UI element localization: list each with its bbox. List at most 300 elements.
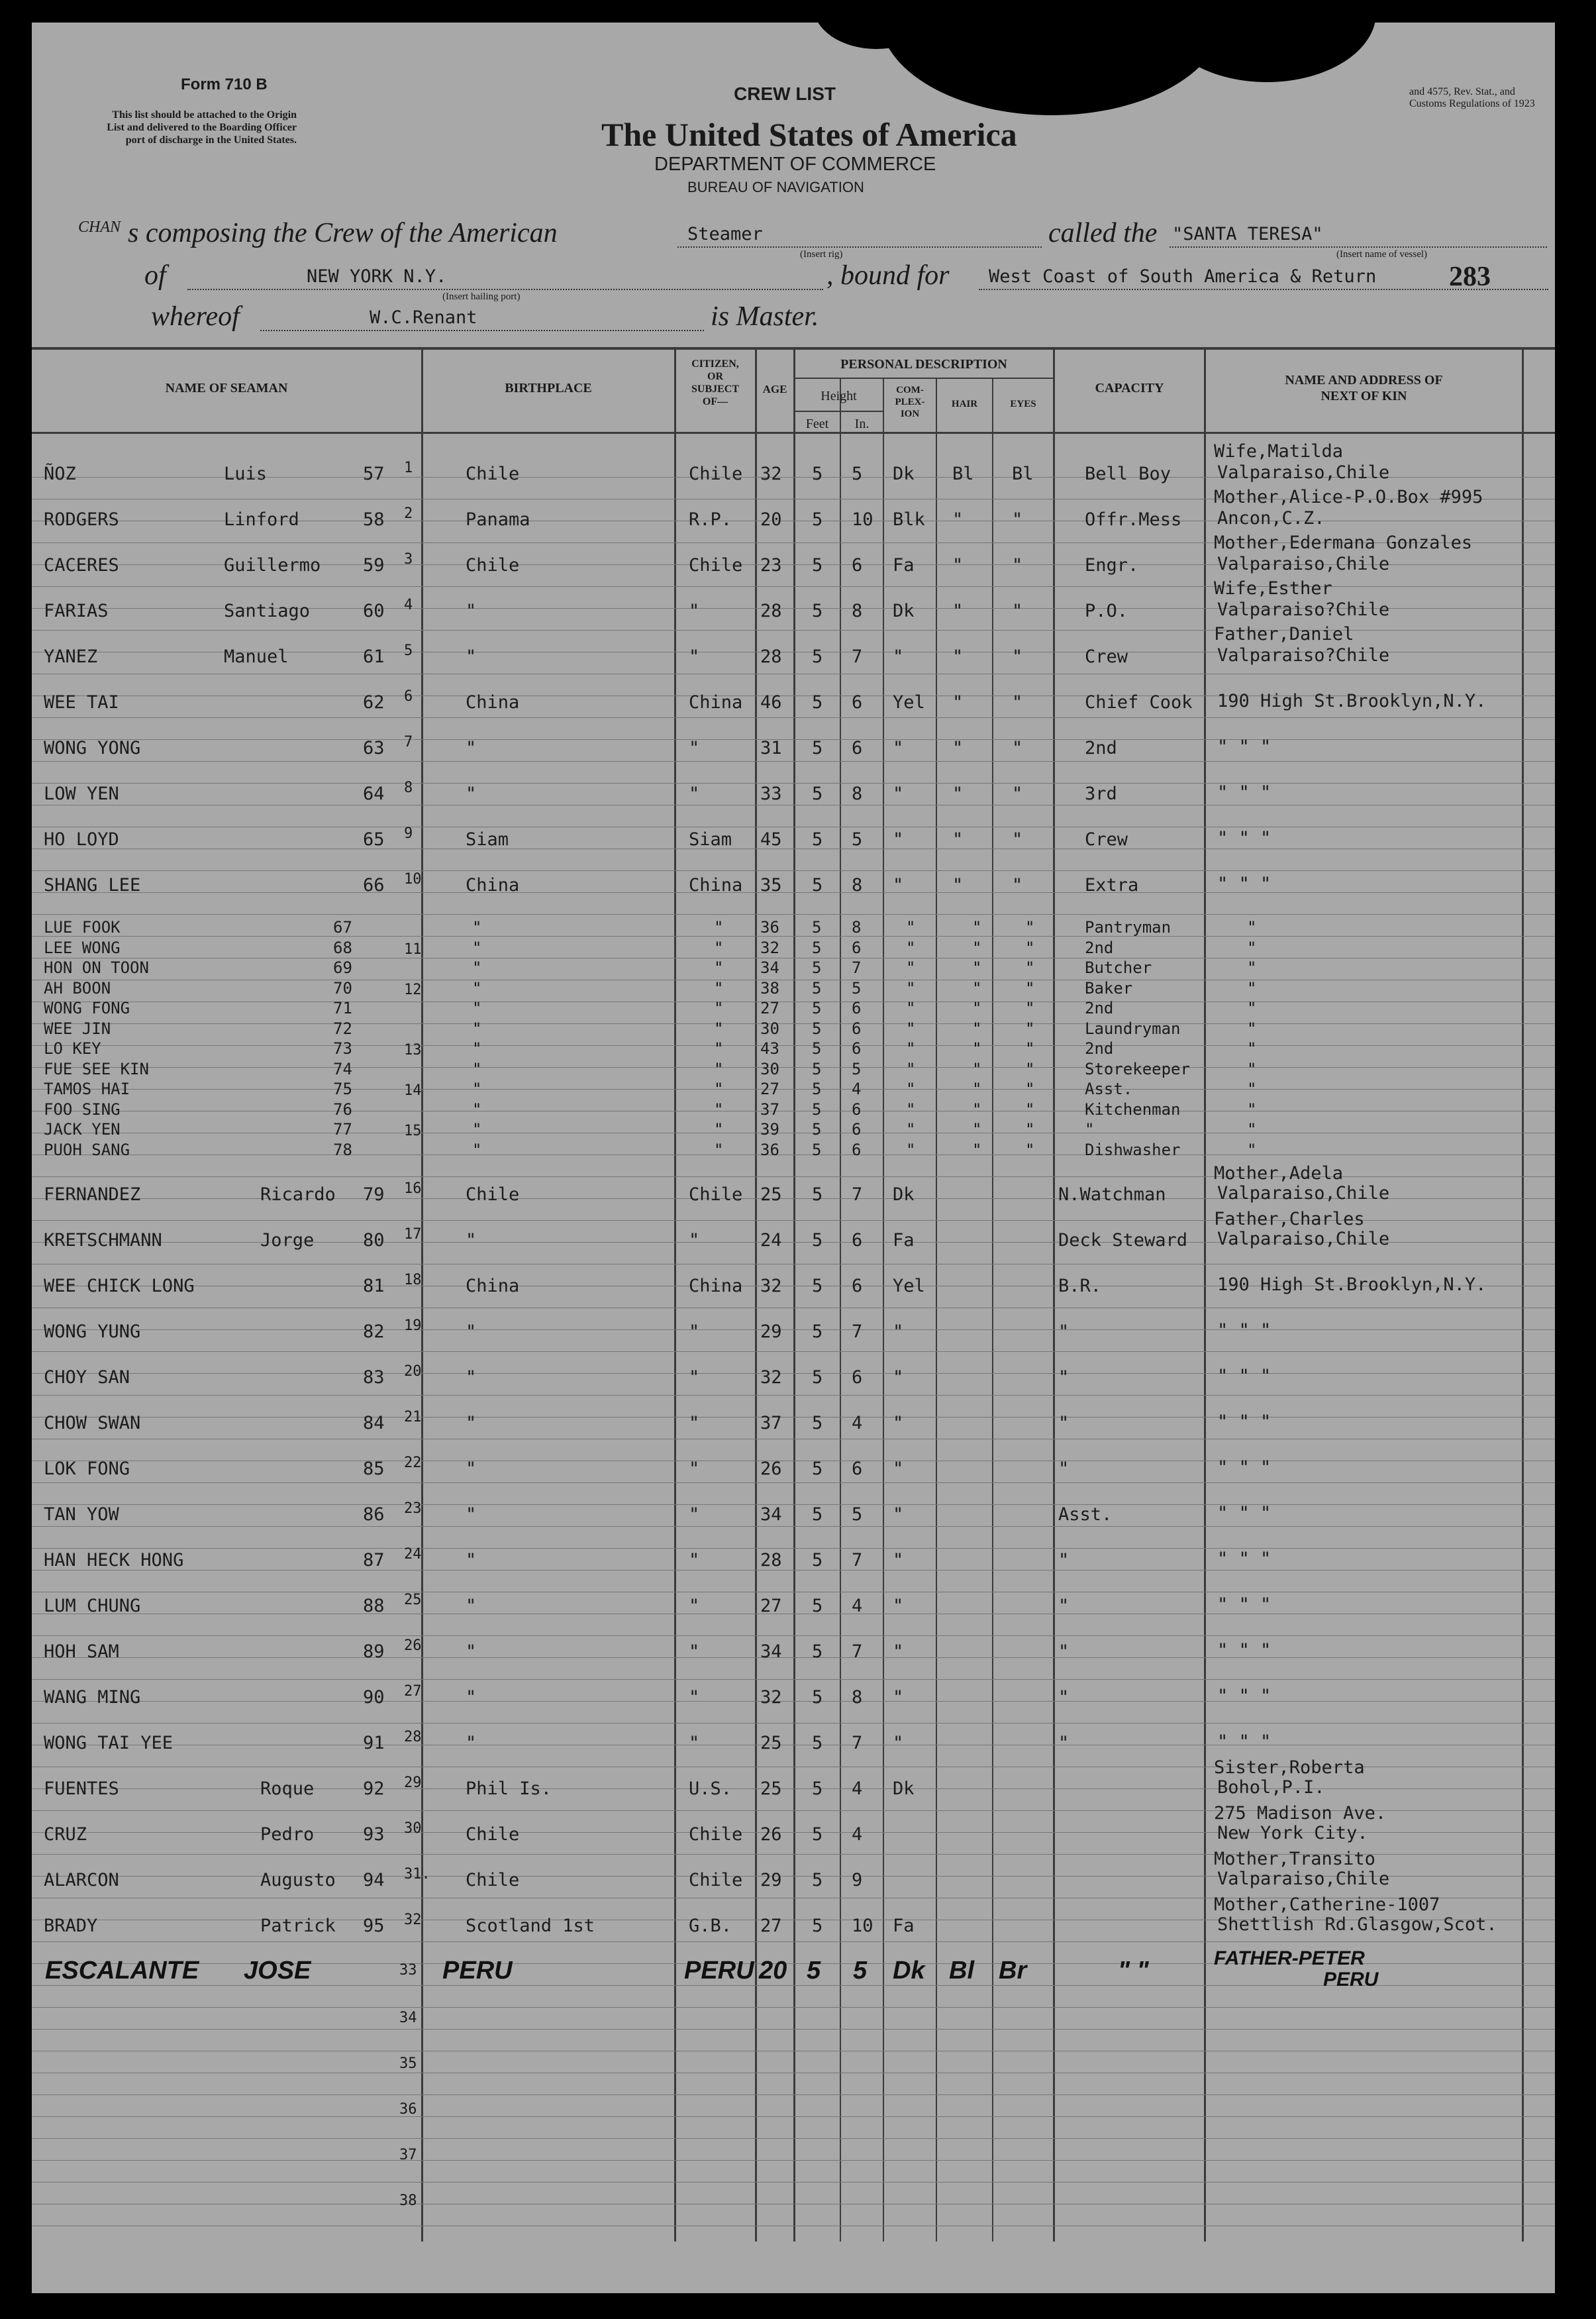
complexion: " <box>906 918 916 937</box>
given-name: JOSE <box>244 1957 311 1984</box>
seq-number: 83 <box>363 1367 385 1388</box>
age: 29 <box>760 1321 782 1342</box>
line-number: 8 <box>404 780 413 796</box>
surname: CHOY SAN <box>44 1367 130 1388</box>
whereof-label: whereof <box>151 301 240 332</box>
height-feet: 5 <box>812 1687 823 1708</box>
kin-address: Valparaiso,Chile <box>1217 1183 1390 1204</box>
table-row <box>32 1709 1555 1753</box>
complexion: " <box>906 1059 916 1078</box>
age: 38 <box>760 978 779 998</box>
surname: WEE JIN <box>44 1019 111 1038</box>
table-row <box>32 1298 1555 1341</box>
complexion: " <box>893 1321 904 1342</box>
eyes: Bl <box>1012 464 1034 484</box>
rig-line <box>677 246 1042 248</box>
birthplace: Chile <box>466 1824 520 1845</box>
seq-number: 59 <box>363 555 385 576</box>
hair: " <box>972 1039 982 1058</box>
height-feet: 5 <box>812 692 823 713</box>
ruled-line <box>32 914 1555 915</box>
table-row <box>32 1389 1555 1433</box>
seq-number: 57 <box>363 464 385 484</box>
hair: " <box>972 1100 982 1119</box>
hair: " <box>972 1019 982 1038</box>
age: 33 <box>760 784 782 804</box>
citizenship: Chile <box>689 1184 743 1205</box>
line-number: 25 <box>404 1592 422 1608</box>
kin-address: " " " <box>1217 828 1272 849</box>
complexion: " <box>906 999 916 1017</box>
age: 25 <box>760 1184 782 1205</box>
age: 46 <box>760 692 782 713</box>
kin-ditto: " <box>1247 1039 1257 1058</box>
age: 32 <box>760 1276 782 1296</box>
height-feet: 5 <box>812 1100 822 1119</box>
kin-address: Shettlish Rd.Glasgow,Scot. <box>1217 1914 1497 1935</box>
line-number: 16 <box>404 1180 422 1197</box>
crew-list-document <box>32 23 1555 2293</box>
kin-ditto: " <box>1247 1080 1257 1098</box>
capacity: Offr.Mess <box>1085 509 1182 530</box>
hair: " <box>972 1120 982 1139</box>
height-feet: 5 <box>812 738 823 758</box>
height-feet: 5 <box>812 1550 823 1571</box>
birthplace: " <box>466 601 477 621</box>
surname: WEE CHICK LONG <box>44 1276 195 1296</box>
table-row <box>32 799 1555 850</box>
height-feet: 5 <box>812 1733 823 1753</box>
height-feet: 5 <box>812 1641 823 1662</box>
kin-address: " " " <box>1217 782 1272 803</box>
complexion: " <box>906 978 916 998</box>
age: 43 <box>760 1039 779 1058</box>
list-title: CREW LIST <box>734 83 836 104</box>
kin-address: Valparaiso?Chile <box>1217 599 1390 620</box>
kin-address: " " " <box>1217 874 1272 894</box>
height-feet: 5 <box>812 875 823 896</box>
birthplace: " <box>472 1100 482 1119</box>
birthplace: " <box>472 978 482 998</box>
citizenship: Chile <box>689 555 743 576</box>
given-name: Luis <box>224 464 268 484</box>
citizenship: " <box>689 1367 700 1388</box>
complexion: " <box>893 1733 904 1753</box>
surname: LOW YEN <box>44 784 119 804</box>
surname: LOK FONG <box>44 1459 130 1479</box>
line1-prefix: s composing the Crew of the American <box>128 218 558 248</box>
height-inches: 7 <box>852 958 862 977</box>
complexion: " <box>906 1019 916 1038</box>
height-feet: 5 <box>812 1413 823 1433</box>
birthplace: " <box>472 1140 482 1159</box>
table-row <box>32 999 1555 1019</box>
complexion: Fa <box>893 1230 915 1251</box>
hair: " <box>952 829 964 850</box>
table-row <box>32 1039 1555 1059</box>
surname: HOH SAM <box>44 1641 119 1662</box>
seq-number: 70 <box>333 978 352 998</box>
capacity: Kitchenman <box>1085 1100 1181 1119</box>
citizenship: China <box>689 1276 743 1296</box>
height-inches: 8 <box>852 875 863 896</box>
table-row <box>32 1618 1555 1661</box>
height-inches: 4 <box>852 1596 863 1616</box>
age: 26 <box>760 1824 782 1845</box>
kin-name: Mother,Edermana Gonzales <box>1214 533 1473 553</box>
age: 27 <box>760 1080 779 1098</box>
height-inches: 6 <box>852 555 863 576</box>
table-row <box>32 1526 1555 1570</box>
citizenship: " <box>714 999 724 1017</box>
capacity: Crew <box>1085 646 1128 667</box>
capacity: Butcher <box>1085 958 1152 977</box>
surname: SHANG LEE <box>44 875 141 896</box>
table-row <box>32 616 1555 667</box>
kin-address: PERU <box>1323 1969 1379 1990</box>
header-eyes: EYES <box>1010 399 1036 409</box>
eyes: " <box>1025 1120 1035 1139</box>
citizenship: " <box>689 1459 700 1479</box>
age: 30 <box>760 1059 779 1078</box>
line-number: 31. <box>404 1866 430 1882</box>
eyes: " <box>1025 918 1035 937</box>
capacity: Pantryman <box>1085 918 1172 937</box>
citizenship: " <box>689 1687 700 1708</box>
hair: " <box>952 692 964 713</box>
birthplace: China <box>466 692 520 713</box>
kin-name: Sister,Roberta <box>1214 1757 1365 1778</box>
capacity: 2nd <box>1085 999 1114 1017</box>
capacity: B.R. <box>1058 1276 1102 1296</box>
eyes: " <box>1012 784 1023 804</box>
surname: CRUZ <box>44 1824 87 1845</box>
age: 29 <box>760 1870 782 1890</box>
table-row <box>32 1800 1555 1844</box>
age: 36 <box>760 918 779 937</box>
kin-name: Mother,Catherine-1007 <box>1214 1894 1440 1915</box>
hair: " <box>972 1140 982 1159</box>
seq-number: 85 <box>363 1459 385 1479</box>
age: 20 <box>760 509 782 530</box>
vessel-line <box>1170 246 1547 248</box>
seq-number: 71 <box>333 999 352 1017</box>
complexion: Dk <box>893 464 915 484</box>
seq-number: 61 <box>363 646 385 667</box>
seq-number: 58 <box>363 509 385 530</box>
master-name: W.C.Renant <box>370 307 477 328</box>
master-line <box>260 330 704 331</box>
table-row <box>32 1480 1555 1524</box>
birthplace: Siam <box>466 829 509 850</box>
capacity: Dishwasher <box>1085 1140 1181 1159</box>
ruled-line <box>32 2094 1555 2095</box>
kin-address: " " " <box>1217 1366 1272 1386</box>
kin-address: " " " <box>1217 1594 1272 1615</box>
line-number: 30 <box>404 1820 422 1837</box>
age: 32 <box>760 1687 782 1708</box>
hair: " <box>972 938 982 957</box>
surname: HAN HECK HONG <box>44 1550 184 1571</box>
capacity: " <box>1058 1321 1070 1342</box>
birthplace: " <box>466 1367 477 1388</box>
citizenship: " <box>689 1550 700 1571</box>
form-number: Form 710 B <box>181 76 268 93</box>
complexion: " <box>893 875 904 896</box>
age: 28 <box>760 601 782 621</box>
eyes: " <box>1025 938 1035 957</box>
kin-name: Wife,Esther <box>1214 578 1332 599</box>
kin-name: Wife,Matilda <box>1214 441 1344 462</box>
table-row <box>32 979 1555 999</box>
surname: CHOW SWAN <box>44 1413 141 1433</box>
complexion: " <box>893 1687 904 1708</box>
birthplace: " <box>472 1019 482 1038</box>
kin-name: FATHER-PETER <box>1214 1947 1365 1969</box>
seq-number: 73 <box>333 1039 352 1058</box>
master-label: is Master. <box>711 301 819 332</box>
complexion: " <box>906 1039 916 1058</box>
seq-number: 91 <box>363 1733 385 1753</box>
line-number: 6 <box>404 688 413 705</box>
height-feet: 5 <box>812 601 823 621</box>
height-inches: 7 <box>852 1550 863 1571</box>
capacity: Storekeeper <box>1085 1059 1190 1078</box>
kin-address: " " " <box>1217 737 1272 757</box>
header-personal: PERSONAL DESCRIPTION <box>840 357 1007 372</box>
ruled-line <box>32 1570 1555 1571</box>
header-name: NAME OF SEAMAN <box>165 381 288 395</box>
kin-address: 190 High St.Brooklyn,N.Y. <box>1217 691 1487 711</box>
surname: LO KEY <box>44 1039 101 1058</box>
line-number: 12 <box>404 981 422 998</box>
surname: WONG YONG <box>44 738 141 758</box>
eyes: " <box>1012 692 1023 713</box>
capacity: " <box>1058 1459 1070 1479</box>
surname: WANG MING <box>44 1687 141 1708</box>
seq-number: 65 <box>363 829 385 850</box>
birthplace: " <box>472 938 482 957</box>
line-number: 24 <box>404 1546 422 1563</box>
height-feet: 5 <box>812 1059 822 1078</box>
height-inches: 7 <box>852 1184 863 1205</box>
surname: FOO SING <box>44 1100 121 1119</box>
birthplace: " <box>472 999 482 1017</box>
called-label: called the <box>1048 218 1158 248</box>
birthplace: " <box>466 1504 477 1525</box>
citizenship: " <box>689 1641 700 1662</box>
seq-number: 79 <box>363 1184 385 1205</box>
line-number: 22 <box>404 1455 422 1471</box>
height-inches: 10 <box>852 509 873 530</box>
height-feet: 5 <box>812 1321 823 1342</box>
of-label: of <box>144 260 166 291</box>
table-row <box>32 525 1555 576</box>
height-inches: 5 <box>852 1504 863 1525</box>
complexion: " <box>893 1550 904 1571</box>
given-name: Roque <box>260 1778 315 1799</box>
table-row <box>32 433 1555 484</box>
line-number: 20 <box>404 1363 422 1380</box>
given-name: Linford <box>224 509 299 530</box>
birthplace: " <box>466 738 477 758</box>
height-inches: 5 <box>852 1059 862 1078</box>
age: 37 <box>760 1413 782 1433</box>
kin-address: " " " <box>1217 1549 1272 1569</box>
capacity: " <box>1058 1413 1070 1433</box>
birthplace: " <box>466 1733 477 1753</box>
kin-ditto: " <box>1247 958 1257 977</box>
table-row <box>32 1435 1555 1478</box>
line-number: 17 <box>404 1226 422 1243</box>
height-inches: 7 <box>852 1641 863 1662</box>
capacity: Extra <box>1085 875 1139 896</box>
line-number: 9 <box>404 825 413 842</box>
seq-number: 82 <box>363 1321 385 1342</box>
complexion: " <box>893 1641 904 1662</box>
seq-number: 80 <box>363 1230 385 1251</box>
table-row <box>32 1343 1555 1387</box>
surname: YANEZ <box>44 646 98 667</box>
surname: JACK YEN <box>44 1120 121 1139</box>
height-inches: 5 <box>853 1957 868 1984</box>
height-inches: 6 <box>852 692 863 713</box>
table-row <box>32 845 1555 896</box>
citizenship: " <box>714 978 724 998</box>
citizenship: Chile <box>689 464 743 484</box>
hair: Bl <box>949 1957 974 1984</box>
age: 35 <box>760 875 782 896</box>
seq-number: 68 <box>333 938 352 957</box>
table-row <box>32 1206 1555 1250</box>
given-name: Guillermo <box>224 555 321 576</box>
height-inches: 9 <box>852 1870 863 1890</box>
citizenship: " <box>714 1059 724 1078</box>
kin-ditto: " <box>1247 1100 1257 1119</box>
age: 28 <box>760 646 782 667</box>
seq-number: 88 <box>363 1596 385 1616</box>
capacity: P.O. <box>1085 601 1128 621</box>
capacity: " <box>1058 1596 1070 1616</box>
citizenship: " <box>689 1413 700 1433</box>
citizenship: Chile <box>689 1870 743 1890</box>
surname: FUENTES <box>44 1778 119 1799</box>
birthplace: " <box>466 1230 477 1251</box>
complexion: " <box>906 1140 916 1159</box>
capacity: Baker <box>1085 978 1133 998</box>
table-row <box>32 939 1555 958</box>
citizenship: " <box>689 1321 700 1342</box>
capacity: " <box>1058 1641 1070 1662</box>
surname: FERNANDEZ <box>44 1184 141 1205</box>
line-number: 5 <box>404 643 413 659</box>
citizenship: " <box>689 1504 700 1525</box>
height-inches: 8 <box>852 601 863 621</box>
citizenship: " <box>689 601 700 621</box>
height-inches: 6 <box>852 938 862 957</box>
hair: Bl <box>952 464 974 484</box>
height-inches: 6 <box>852 1039 862 1058</box>
complexion: Dk <box>893 601 915 621</box>
age: 23 <box>760 555 782 576</box>
height-feet: 5 <box>812 938 822 957</box>
age: 32 <box>760 464 782 484</box>
seq-number: 81 <box>363 1276 385 1296</box>
kin-name: 275 Madison Ave. <box>1214 1803 1387 1824</box>
kin-address: " " " <box>1217 1320 1272 1341</box>
surname: CACERES <box>44 555 119 576</box>
table-row <box>32 918 1555 938</box>
table-row <box>32 1080 1555 1100</box>
kin-address: New York City. <box>1217 1823 1368 1843</box>
surname: FUE SEE KIN <box>44 1059 149 1078</box>
line-number: 10 <box>404 871 422 888</box>
seq-number: 69 <box>333 958 352 977</box>
height-inches: 6 <box>852 999 862 1017</box>
capacity: Asst. <box>1085 1080 1133 1098</box>
height-feet: 5 <box>812 1039 822 1058</box>
kin-name: Mother,Alice-P.O.Box #995 <box>1214 487 1483 507</box>
age: 36 <box>760 1140 779 1159</box>
age: 27 <box>760 1916 782 1936</box>
seq-number: 72 <box>333 1019 352 1038</box>
kin-name: Father,Daniel <box>1214 624 1354 644</box>
hair: " <box>972 1080 982 1098</box>
eyes: " <box>1025 978 1035 998</box>
seq-number: 90 <box>363 1687 385 1708</box>
line-number: 28 <box>404 1729 422 1745</box>
eyes: " <box>1012 646 1023 667</box>
kin-ditto: " <box>1247 978 1257 998</box>
age: 32 <box>760 1367 782 1388</box>
height-inches: 4 <box>852 1824 863 1845</box>
eyes: " <box>1025 999 1035 1017</box>
header-next-of-kin: NAME AND ADDRESS OF NEXT OF KIN <box>1285 373 1443 403</box>
complexion: " <box>893 829 904 850</box>
table-row <box>32 958 1555 978</box>
birthplace: Scotland 1st <box>466 1916 595 1936</box>
age: 37 <box>760 1100 779 1119</box>
birthplace: Chile <box>466 1184 520 1205</box>
height-feet: 5 <box>812 555 823 576</box>
eyes: " <box>1025 1019 1035 1038</box>
citizenship: " <box>714 1100 724 1119</box>
hair: " <box>952 875 964 896</box>
height-feet: 5 <box>812 784 823 804</box>
surname: WONG YUNG <box>44 1321 141 1342</box>
header-citizen: CITIZEN, OR SUBJECT OF— <box>691 358 740 407</box>
hair: " <box>972 978 982 998</box>
capacity: 2nd <box>1085 1039 1114 1058</box>
line-number: 29 <box>404 1775 422 1791</box>
height-feet: 5 <box>812 646 823 667</box>
given-name: Pedro <box>260 1824 315 1845</box>
kin-ditto: " <box>1247 1140 1257 1159</box>
height-inches: 6 <box>852 1120 862 1139</box>
kin-address: Valparaiso,Chile <box>1217 462 1390 483</box>
given-name: Jorge <box>260 1230 315 1251</box>
citizenship: " <box>714 958 724 977</box>
eyes: " <box>1012 875 1023 896</box>
given-name: Manuel <box>224 646 289 667</box>
hair: " <box>972 1059 982 1078</box>
height-feet: 5 <box>812 1367 823 1388</box>
age: 34 <box>760 958 779 977</box>
seq-number: 62 <box>363 692 385 713</box>
eyes: " <box>1025 1080 1035 1098</box>
height-inches: 5 <box>852 464 863 484</box>
birthplace: " <box>466 646 477 667</box>
